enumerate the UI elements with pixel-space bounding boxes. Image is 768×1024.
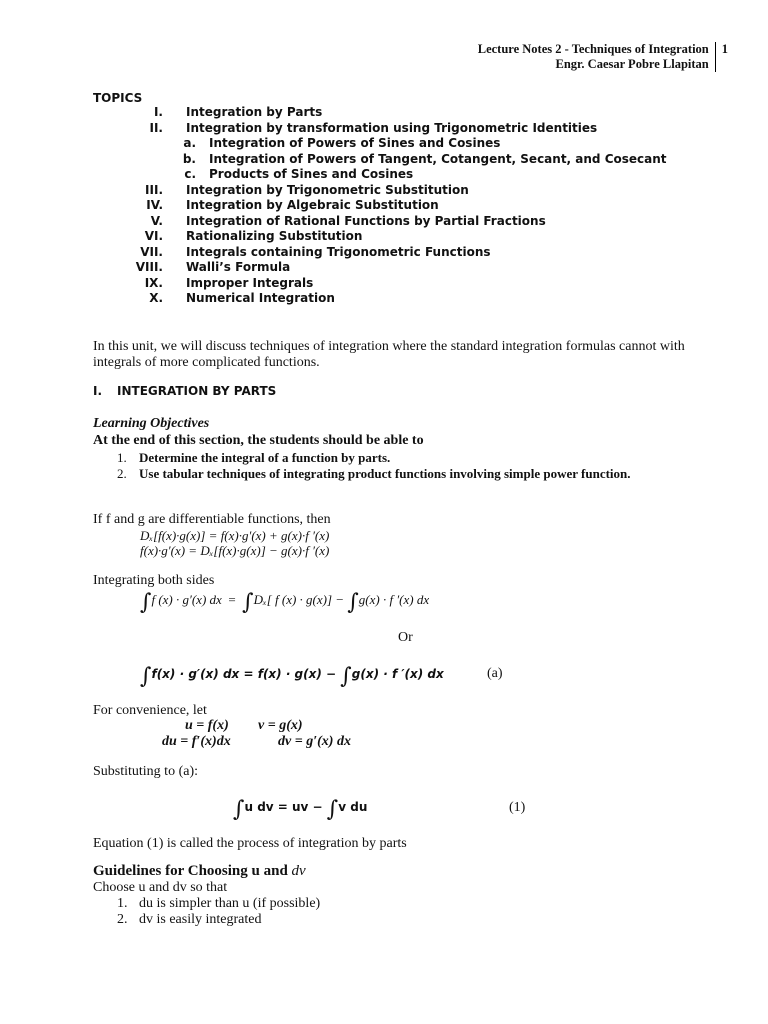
guideline-number: 1. <box>117 896 128 911</box>
let-dv: dv = g′(x) dx <box>278 734 351 749</box>
topic-text: Integration by Algebraic Substitution <box>186 198 439 212</box>
header-title: Lecture Notes 2 - Techniques of Integration <box>477 42 709 56</box>
convenience-text: For convenience, let <box>93 703 207 718</box>
let-du: du = f′(x)dx <box>162 734 231 749</box>
page-number: 1 <box>721 42 728 56</box>
guidelines-title-dv: dv <box>291 863 306 879</box>
let-v: v = g(x) <box>258 718 303 733</box>
integral-sign-icon: ∫ <box>347 590 359 615</box>
subtopic-letter: c. <box>184 167 196 181</box>
topic-number: VI. <box>144 229 163 243</box>
let-u: u = f(x) <box>185 718 229 733</box>
guidelines-title-text: Guidelines for Choosing u and <box>93 863 288 879</box>
topic-text: Integration of Rational Functions by Partial Fractions <box>186 213 546 228</box>
guideline-item <box>117 896 320 912</box>
topic-number: V. <box>150 213 163 228</box>
integral-sign-icon: ∫ <box>233 797 245 822</box>
topic-number: III. <box>145 182 163 197</box>
equation-label-a: (a) <box>487 666 503 681</box>
short-formula-left: u dv = uv − <box>244 800 323 814</box>
topic-text: Improper Integrals <box>186 275 314 290</box>
topic-number: X. <box>149 291 163 305</box>
formula-left: f(x) · g′(x) dx <box>151 667 240 681</box>
integral-right: g(x) · f ′(x) dx <box>358 592 430 607</box>
objective-number: 2. <box>117 466 127 481</box>
topic-number: VII. <box>140 244 163 259</box>
topic-text: Integrals containing Trigonometric Functions <box>186 244 491 259</box>
parts-formula-short <box>233 797 367 822</box>
section-title: INTEGRATION BY PARTS <box>117 384 277 398</box>
objective-text: Use tabular techniques of integrating product functions involving simple power function. <box>139 466 631 481</box>
or-text: Or <box>398 630 413 645</box>
short-formula-right: v du <box>338 800 368 814</box>
objective-text: Determine the integral of a function by parts. <box>139 450 391 465</box>
integral-sign-icon: ∫ <box>140 664 152 689</box>
integral-sign-icon: ∫ <box>326 797 339 822</box>
learning-objectives-intro: At the end of this section, the students should be able to <box>93 433 424 448</box>
integral-middle: Dₓ[ f (x) · g(x)] − <box>253 592 345 607</box>
rearranged-equation: f(x)·g′(x) = Dₓ[f(x)·g(x)] − g(x)·f ′(x) <box>140 543 330 558</box>
guideline-text: du is simpler than u (if possible) <box>139 896 321 911</box>
topic-text: Numerical Integration <box>186 291 335 305</box>
integral-sign-icon: ∫ <box>340 664 352 689</box>
topic-number: VIII. <box>135 260 163 274</box>
topic-number: II. <box>149 120 163 135</box>
objective-item <box>117 466 631 482</box>
guideline-number: 2. <box>117 912 128 927</box>
integrating-text: Integrating both sides <box>93 573 215 588</box>
subtopic-text: Integration of Powers of Tangent, Cotangent, Secant, and Cosecant <box>209 151 667 166</box>
equals-sign: = <box>228 592 236 607</box>
objective-item <box>117 450 390 466</box>
equation-note: Equation (1) is called the process of integration by parts <box>93 836 407 851</box>
integral-equation <box>140 590 429 615</box>
topic-number: IX. <box>144 275 163 290</box>
formula-middle: = f(x) · g(x) − <box>243 667 337 681</box>
integration-by-parts-formula <box>140 664 444 689</box>
topic-text: Integration by Parts <box>186 105 323 119</box>
topic-text: Integration by Trigonometric Substitution <box>186 182 469 197</box>
topic-text: Integration by transformation using Trigonometric Identities <box>186 120 598 135</box>
topic-number: I. <box>153 105 163 119</box>
substituting-text: Substituting to (a): <box>93 764 198 779</box>
topic-number: IV. <box>146 198 163 212</box>
product-rule-equation: Dₓ[f(x)·g(x)] = f(x)·g′(x) + g(x)·f ′(x) <box>140 528 330 543</box>
subtopic-text: Products of Sines and Cosines <box>209 167 414 181</box>
header-author: Engr. Caesar Pobre Llapitan <box>555 57 709 71</box>
topic-text: Walli’s Formula <box>186 260 291 274</box>
subtopic-letter: b. <box>182 151 196 166</box>
integral-sign-icon: ∫ <box>140 590 152 615</box>
objective-number: 1. <box>117 450 127 465</box>
topic-text: Rationalizing Substitution <box>186 229 363 243</box>
section-number: I. <box>93 384 103 398</box>
formula-right: g(x) · f ′(x) dx <box>351 667 444 681</box>
intro-paragraph: In this unit, we will discuss techniques of integration where the standard integration formulas cannot with integrals of more complicated functions. <box>93 339 685 370</box>
guidelines-title <box>93 863 306 880</box>
topics-title: TOPICS <box>93 91 143 105</box>
if-statement: If f and g are differentiable functions, then <box>93 512 331 527</box>
subtopic-letter: a. <box>183 136 196 150</box>
integral-sign-icon: ∫ <box>242 590 254 615</box>
guideline-item <box>117 912 261 928</box>
equation-label-1: (1) <box>509 800 526 815</box>
section-heading <box>93 384 276 398</box>
page-header <box>478 42 728 72</box>
integral-left: f (x) · g′(x) dx <box>151 592 222 607</box>
choose-text: Choose u and dv so that <box>93 880 228 895</box>
subtopic-text: Integration of Powers of Sines and Cosines <box>209 136 501 150</box>
header-lines <box>478 42 716 72</box>
learning-objectives-title: Learning Objectives <box>93 416 210 431</box>
guideline-text: dv is easily integrated <box>139 912 262 927</box>
